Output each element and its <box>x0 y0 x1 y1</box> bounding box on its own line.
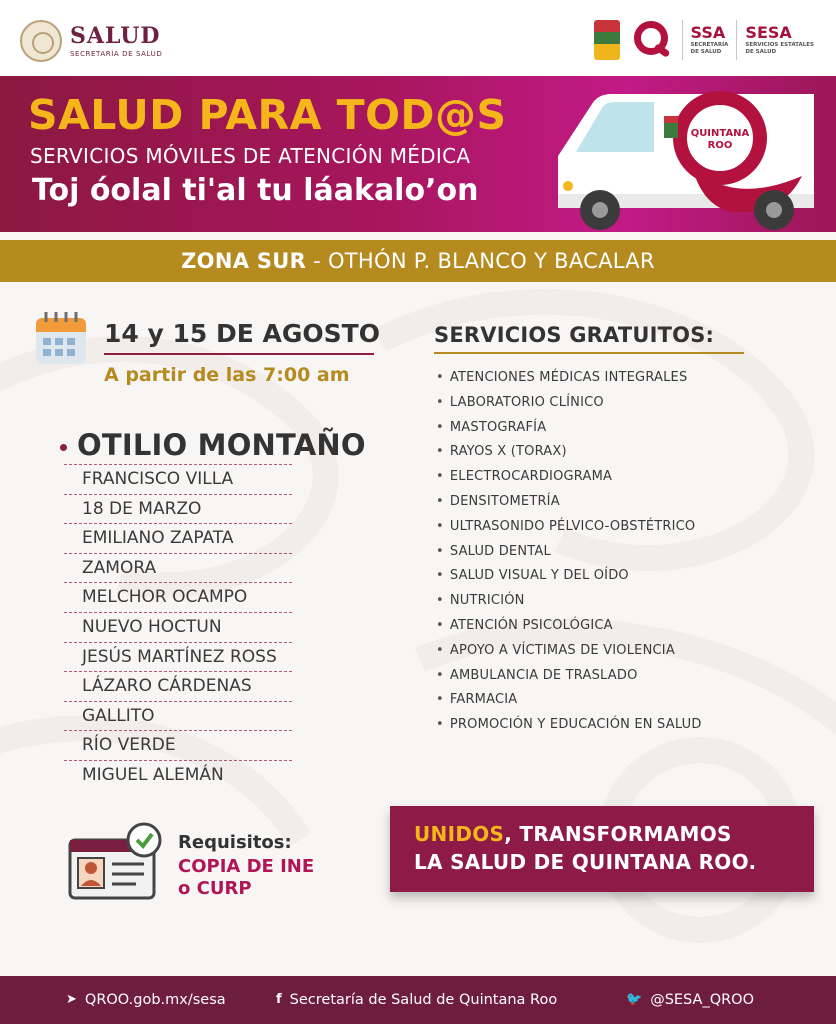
sesa-subtitle-2: DE SALUD <box>745 49 777 55</box>
locality-item: GALLITO <box>64 701 292 731</box>
van-brand-line-2: ROO <box>707 140 733 151</box>
slogan-line-2: LA SALUD DE QUINTANA ROO. <box>414 850 757 874</box>
sesa-subtitle-1: SERVICIOS ESTATALES <box>745 42 814 48</box>
requirements-line-1: COPIA DE INE <box>178 856 315 877</box>
service-item: • ULTRASONIDO PÉLVICO-OBSTÉTRICO <box>436 515 702 540</box>
banner-title: SALUD PARA TOD@S <box>28 91 507 139</box>
main-locality <box>60 428 366 462</box>
service-item: • DENSITOMETRÍA <box>436 490 702 515</box>
locality-item: FRANCISCO VILLA <box>64 464 292 494</box>
locality-item: 18 DE MARZO <box>64 494 292 524</box>
service-item: • SALUD VISUAL Y DEL OÍDO <box>436 564 702 589</box>
sesa-logo <box>745 24 814 56</box>
zone-label-bold: ZONA SUR <box>181 249 307 273</box>
locality-item: MELCHOR OCAMPO <box>64 582 292 612</box>
locality-item: EMILIANO ZAPATA <box>64 523 292 553</box>
service-item: • RAYOS X (TORAX) <box>436 440 702 465</box>
service-item: • ELECTROCARDIOGRAMA <box>436 465 702 490</box>
service-item: • ATENCIÓN PSICOLÓGICA <box>436 614 702 639</box>
locality-item: NUEVO HOCTUN <box>64 612 292 642</box>
locality-list <box>64 464 292 790</box>
main-locality-name: OTILIO MONTAÑO <box>77 428 366 462</box>
locality-item: MIGUEL ALEMÁN <box>64 760 292 790</box>
website-link[interactable]: QROO.gob.mx/sesa <box>84 992 226 1008</box>
banner-subtitle: SERVICIOS MÓVILES DE ATENCIÓN MÉDICA <box>30 144 471 168</box>
service-item: • PROMOCIÓN Y EDUCACIÓN EN SALUD <box>436 713 702 738</box>
zone-band <box>0 240 836 282</box>
quintana-roo-q-logo-icon <box>632 19 674 61</box>
quintana-roo-crest-icon <box>594 20 620 60</box>
id-card-icon <box>68 822 168 902</box>
ssa-subtitle-2: DE SALUD <box>690 49 722 55</box>
ssa-subtitle-1: SECRETARÍA <box>690 42 729 48</box>
van-brand-line-1: QUINTANA <box>690 128 750 139</box>
date-underline <box>104 353 374 355</box>
locality-item: RÍO VERDE <box>64 730 292 760</box>
ssa-title: SSA <box>690 23 726 42</box>
requirements-line-2: o CURP <box>178 878 252 899</box>
salud-title: SALUD <box>70 23 161 49</box>
bullet-icon <box>60 444 67 451</box>
facebook-link[interactable]: Secretaría de Salud de Quintana Roo <box>289 992 558 1008</box>
national-seal-icon <box>20 20 62 62</box>
banner-maya-slogan: Toj óolal ti'al tu láakalo’on <box>32 173 479 208</box>
requirements-title: Requisitos: <box>178 832 292 853</box>
service-item: • NUTRICIÓN <box>436 589 702 614</box>
service-item: • AMBULANCIA DE TRASLADO <box>436 664 702 689</box>
facebook-icon: f <box>276 992 282 1007</box>
slogan-line-1: , TRANSFORMAMOS <box>504 822 732 846</box>
event-date: 14 y 15 DE AGOSTO <box>104 319 380 348</box>
service-item: • LABORATORIO CLÍNICO <box>436 391 702 416</box>
slogan-highlight: UNIDOS <box>414 822 505 846</box>
salud-subtitle: SECRETARÍA DE SALUD <box>70 50 163 58</box>
footer-bar <box>0 976 836 1024</box>
twitter-link[interactable]: @SESA_QROO <box>650 992 755 1008</box>
services-underline <box>434 352 744 354</box>
services-title: SERVICIOS GRATUITOS: <box>434 323 715 347</box>
service-item: • SALUD DENTAL <box>436 540 702 565</box>
sesa-title: SESA <box>745 23 792 42</box>
service-item: • APOYO A VÍCTIMAS DE VIOLENCIA <box>436 639 702 664</box>
salud-logo <box>20 20 162 62</box>
calendar-icon <box>34 310 88 366</box>
locality-item: JESÚS MARTÍNEZ ROSS <box>64 642 292 672</box>
partner-logos <box>594 18 814 62</box>
slogan-box <box>390 806 814 892</box>
locality-item: LÁZARO CÁRDENAS <box>64 671 292 701</box>
ssa-logo <box>691 24 729 56</box>
twitter-icon: 🐦 <box>626 992 643 1007</box>
van-illustration <box>552 86 822 234</box>
service-item: • MASTOGRAFÍA <box>436 416 702 441</box>
service-item: • ATENCIONES MÉDICAS INTEGRALES <box>436 366 702 391</box>
services-list <box>436 366 702 738</box>
locality-item: ZAMORA <box>64 553 292 583</box>
cursor-icon: ➤ <box>66 992 77 1007</box>
check-icon <box>128 824 160 856</box>
zone-label-rest: - OTHÓN P. BLANCO Y BACALAR <box>306 249 655 273</box>
event-time: A partir de las 7:00 am <box>104 364 350 386</box>
service-item: • FARMACIA <box>436 688 702 713</box>
